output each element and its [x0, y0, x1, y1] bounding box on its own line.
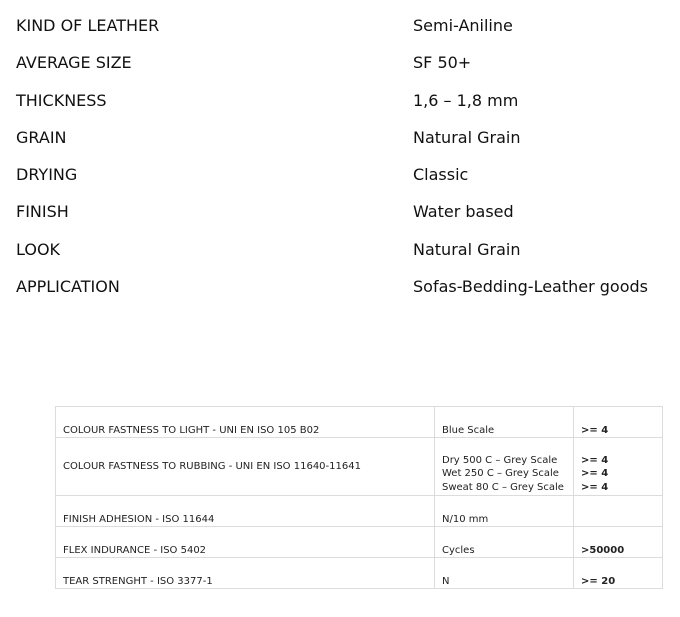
leather-spec-list: [16, 14, 666, 312]
spec-label: KIND OF LEATHER: [16, 16, 160, 35]
test-result-line: >= 4: [581, 468, 609, 479]
spec-label: DRYING: [16, 165, 78, 185]
test-method-line: Dry 500 C – Grey Scale: [442, 454, 558, 466]
spec-row-drying: [16, 163, 666, 200]
spec-label: THICKNESS: [16, 90, 107, 110]
spec-label: LOOK: [16, 239, 61, 259]
test-result: >= 20: [574, 558, 663, 589]
spec-row-size: [16, 51, 666, 88]
spec-value: 1,6 – 1,8 mm: [413, 90, 519, 110]
spec-value: Water based: [413, 202, 514, 222]
spec-value: Sofas-Bedding-Leather goods: [413, 277, 648, 297]
table-row: [56, 438, 663, 496]
table-row: [56, 527, 663, 558]
spec-label: AVERAGE SIZE: [16, 53, 132, 73]
spec-label: GRAIN: [16, 127, 67, 147]
spec-label: APPLICATION: [16, 277, 120, 297]
test-result-line: >= 4: [581, 481, 609, 493]
test-result: [574, 438, 663, 496]
test-name: FLEX INDURANCE - ISO 5402: [56, 527, 435, 558]
test-result: >= 4: [574, 407, 663, 438]
test-method-line: Sweat 80 C – Grey Scale: [442, 481, 564, 493]
test-method: N/10 mm: [435, 496, 574, 527]
spec-row-finish: [16, 200, 666, 237]
spec-value: SF 50+: [413, 53, 472, 73]
table-row: [56, 496, 663, 527]
spec-row-grain: [16, 126, 666, 163]
spec-row-thickness: [16, 89, 666, 126]
test-name: COLOUR FASTNESS TO LIGHT - UNI EN ISO 105 B02: [56, 407, 435, 438]
test-name: FINISH ADHESION - ISO 11644: [56, 496, 435, 527]
spec-value: Semi-Aniline: [413, 16, 513, 35]
test-result: >50000: [574, 527, 663, 558]
test-method: Cycles: [435, 527, 574, 558]
spec-row-application: [16, 275, 666, 312]
spec-value: Natural Grain: [413, 239, 521, 259]
spec-row-look: [16, 238, 666, 275]
spec-value: Natural Grain: [413, 127, 521, 147]
spec-value: Classic: [413, 165, 469, 185]
test-method-line: Wet 250 C – Grey Scale: [442, 468, 559, 479]
test-result: [574, 496, 663, 527]
spec-label: FINISH: [16, 202, 69, 222]
table-row: [56, 407, 663, 438]
test-results-table: [55, 406, 663, 589]
test-method: Blue Scale: [435, 407, 574, 438]
table-row: [56, 558, 663, 589]
test-method: N: [435, 558, 574, 589]
test-name: COLOUR FASTNESS TO RUBBING - UNI EN ISO 11640-11641: [56, 438, 435, 496]
test-method: [435, 438, 574, 496]
test-name: TEAR STRENGHT - ISO 3377-1: [56, 558, 435, 589]
test-result-line: >= 4: [581, 454, 609, 466]
spec-row-kind: [16, 14, 666, 51]
